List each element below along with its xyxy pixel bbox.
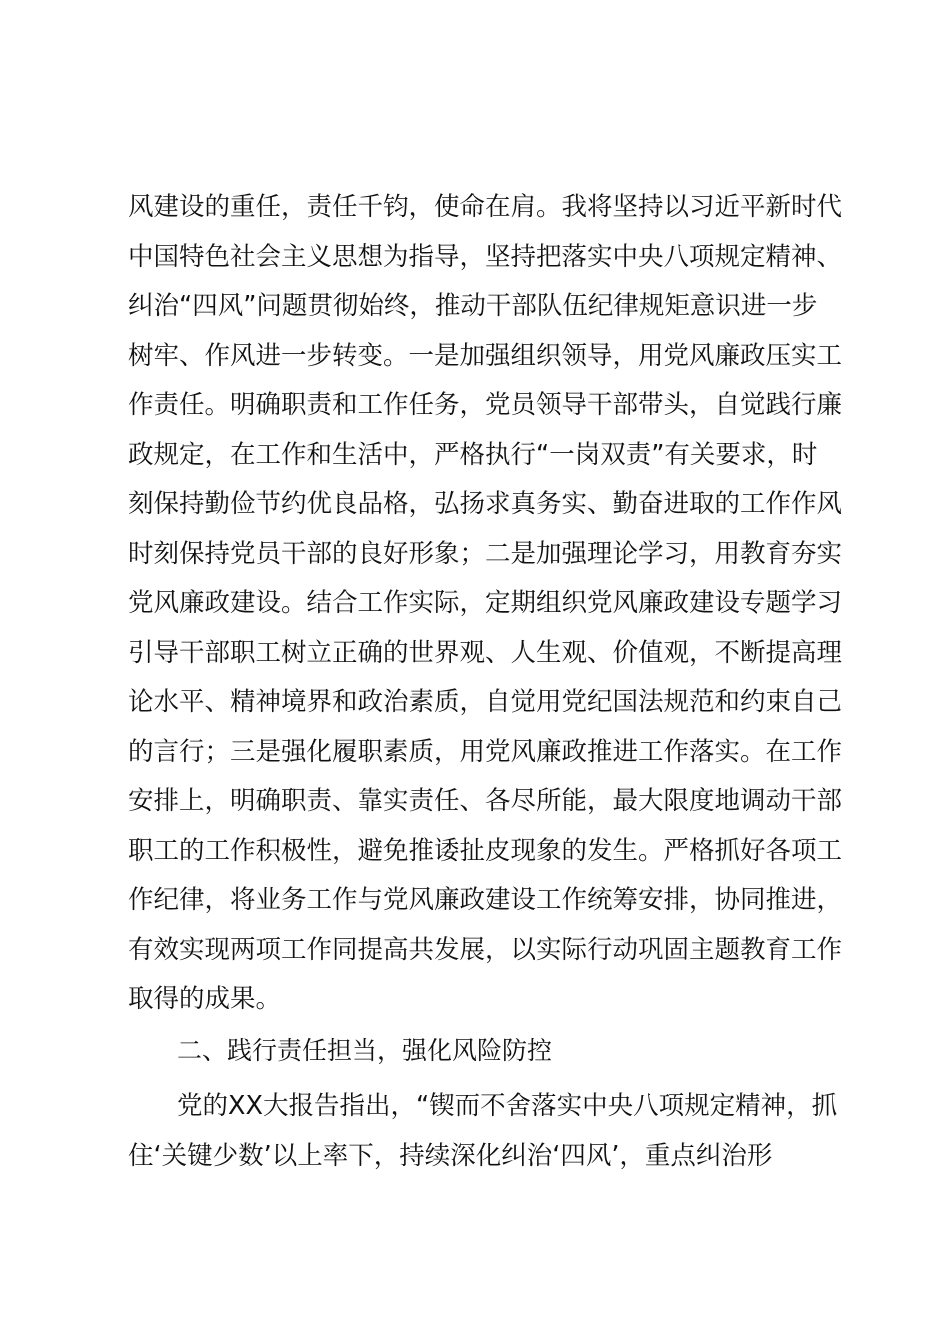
body-line: 有效实现两项工作同提高共发展，以实际行动巩固主题教育工作	[128, 934, 843, 965]
body-line: 引导干部职工树立正确的世界观、人生观、价值观，不断提高理	[128, 637, 843, 668]
body-line: 时刻保持党员干部的良好形象；二是加强理论学习，用教育夯实	[128, 538, 843, 569]
body-line: 论水平、精神境界和政治素质，自觉用党纪国法规范和约束自己	[128, 687, 843, 717]
body-line: 取得的成果。	[128, 984, 282, 1014]
body-line: 的言行；三是强化履职素质，用党风廉政推进工作落实。在工作	[128, 736, 843, 767]
body-line: 中国特色社会主义思想为指导，坚持把落实中央八项规定精神、	[128, 241, 843, 272]
paragraph-line: 党的XX大报告指出，“锲而不舍落实中央八项规定精神，抓	[177, 1091, 838, 1121]
paragraph-text	[128, 1082, 858, 1181]
body-line: 政规定，在工作和生活中，严格执行“一岗双责”有关要求，时	[128, 439, 818, 470]
section-heading: 二、践行责任担当，强化风险防控	[177, 1036, 553, 1065]
body-line: 作纪律，将业务工作与党风廉政建设工作统筹安排，协同推进，	[128, 885, 843, 915]
body-line: 作责任。明确职责和工作任务，党员领导干部带头，自觉践行廉	[128, 390, 843, 420]
body-text	[128, 183, 848, 1025]
body-line: 刻保持勤俭节约优良品格，弘扬求真务实、勤奋进取的工作作风	[128, 489, 843, 519]
body-line: 职工的工作积极性，避免推诿扯皮现象的发生。严格抓好各项工	[128, 835, 843, 866]
body-line: 纠治“四风”问题贯彻始终，推动干部队伍纪律规矩意识进一步	[128, 291, 818, 321]
paragraph-line: 住‘关键少数’以上率下，持续深化纠治‘四风’，重点纠治形	[128, 1140, 773, 1171]
body-line: 风建设的重任，责任千钧，使命在肩。我将坚持以习近平新时代	[128, 192, 843, 222]
body-line: 党风廉政建设。结合工作实际，定期组织党风廉政建设专题学习	[128, 588, 843, 618]
body-line: 树牢、作风进一步转变。一是加强组织领导，用党风廉政压实工	[128, 340, 843, 371]
body-line: 安排上，明确职责、靠实责任、各尽所能，最大限度地调动干部	[128, 786, 843, 816]
